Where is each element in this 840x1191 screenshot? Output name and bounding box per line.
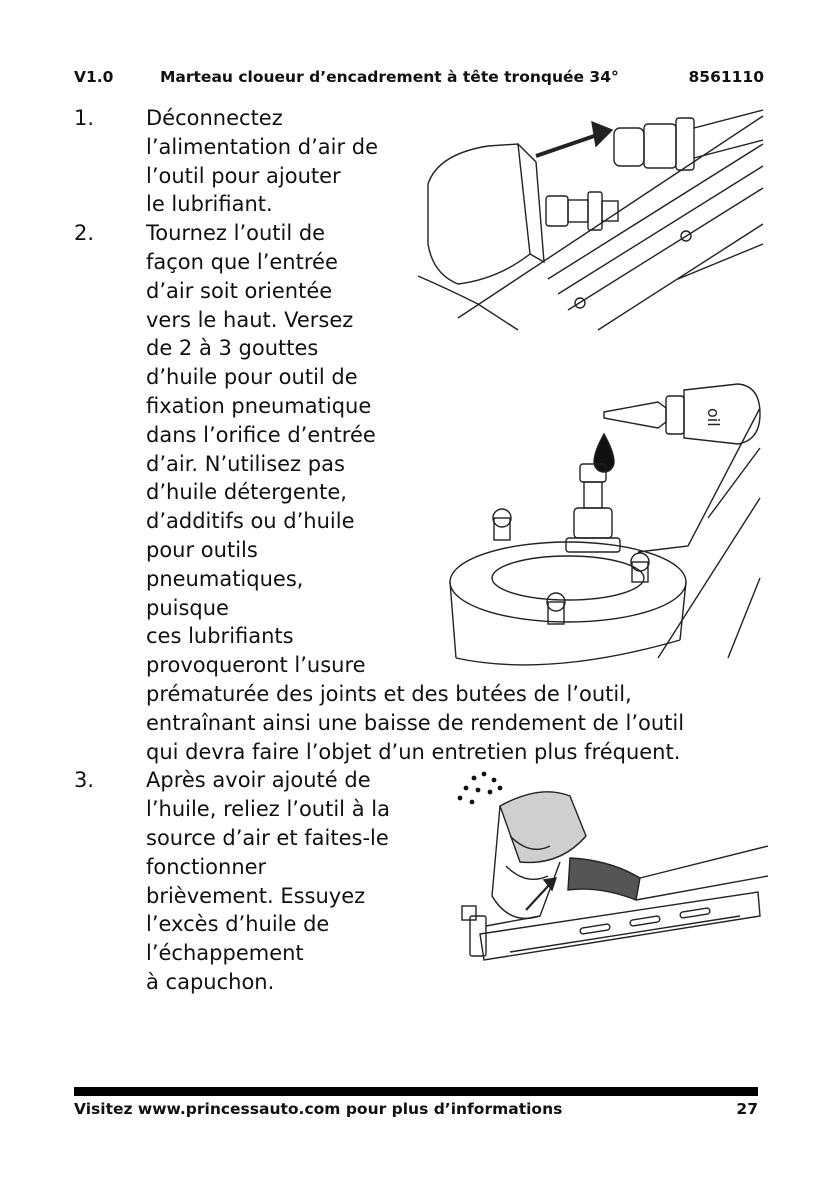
step-2-line: d’huile détergente, xyxy=(146,480,347,505)
step-3-line: l’échappement xyxy=(146,941,304,966)
step-2-line: provoqueront l’usure xyxy=(146,653,366,678)
website-note: Visitez www.princessauto.com pour plus d’informations xyxy=(74,1100,563,1118)
oil-spray-icon xyxy=(458,772,503,805)
step-1-line: l’alimentation d’air de xyxy=(146,134,379,159)
step-2-line: entraînant ainsi une baisse de rendement de l’outil xyxy=(146,710,685,735)
oil-bottle-label: oil xyxy=(704,408,723,427)
step-2-line: Tournez l’outil de xyxy=(146,221,326,246)
model-number: 8561110 xyxy=(688,68,764,86)
step-2-line: d’additifs ou d’huile xyxy=(146,509,355,534)
step-2-line: dans l’orifice d’entrée xyxy=(146,422,376,447)
step-3-line: brièvement. Essuyez xyxy=(146,883,366,908)
step-2-line: fixation pneumatique xyxy=(146,394,372,418)
step-2-line: pneumatiques, xyxy=(146,566,304,591)
step-2-line: qui devra faire l’objet d’un entretien plus fréquent. xyxy=(146,739,681,764)
document-title: Marteau cloueur d’encadrement à tête tronquée 34° xyxy=(160,68,619,86)
step-3-line: l’excès d’huile de xyxy=(146,912,330,937)
step-3-line: source d’air et faites-le xyxy=(146,826,389,850)
step-1-line: le lubrifiant. xyxy=(146,192,273,217)
step-1-number: 1. xyxy=(74,106,95,130)
step-2-line: pour outils xyxy=(146,538,258,562)
step-2-line: puisque xyxy=(146,595,229,620)
step-3-line: fonctionner xyxy=(146,854,267,879)
footer-rule xyxy=(74,1087,758,1096)
page-footer xyxy=(74,1100,758,1122)
step-2-line: prématurée des joints et des butées de l’outil, xyxy=(146,682,632,706)
version-label: V1.0 xyxy=(74,68,114,86)
step-2-line: d’air. N’utilisez pas xyxy=(146,451,345,476)
step-2-line: façon que l’entrée xyxy=(146,250,338,274)
step-3-line: Après avoir ajouté de xyxy=(146,768,371,793)
step-2-line: vers le haut. Versez xyxy=(146,307,354,332)
page-number: 27 xyxy=(736,1100,758,1118)
step-2-line: d’huile pour outil de xyxy=(146,365,358,390)
page-header xyxy=(74,68,764,92)
step-3-line: l’huile, reliez l’outil à la xyxy=(146,797,390,822)
disconnect-air-illustration xyxy=(418,104,768,340)
step-2-line: d’air soit orientée xyxy=(146,278,333,303)
step-3-number: 3. xyxy=(74,768,95,793)
step-3-line: à capuchon. xyxy=(146,970,275,994)
step-2-line: ces lubrifiants xyxy=(146,624,294,649)
step-2-line: de 2 à 3 gouttes xyxy=(146,336,319,361)
add-oil-illustration xyxy=(408,378,768,668)
step-2-number: 2. xyxy=(74,221,95,246)
step-1-line: Déconnectez xyxy=(146,106,283,130)
run-tool-illustration xyxy=(440,766,768,978)
step-1-line: l’outil pour ajouter xyxy=(146,163,341,188)
